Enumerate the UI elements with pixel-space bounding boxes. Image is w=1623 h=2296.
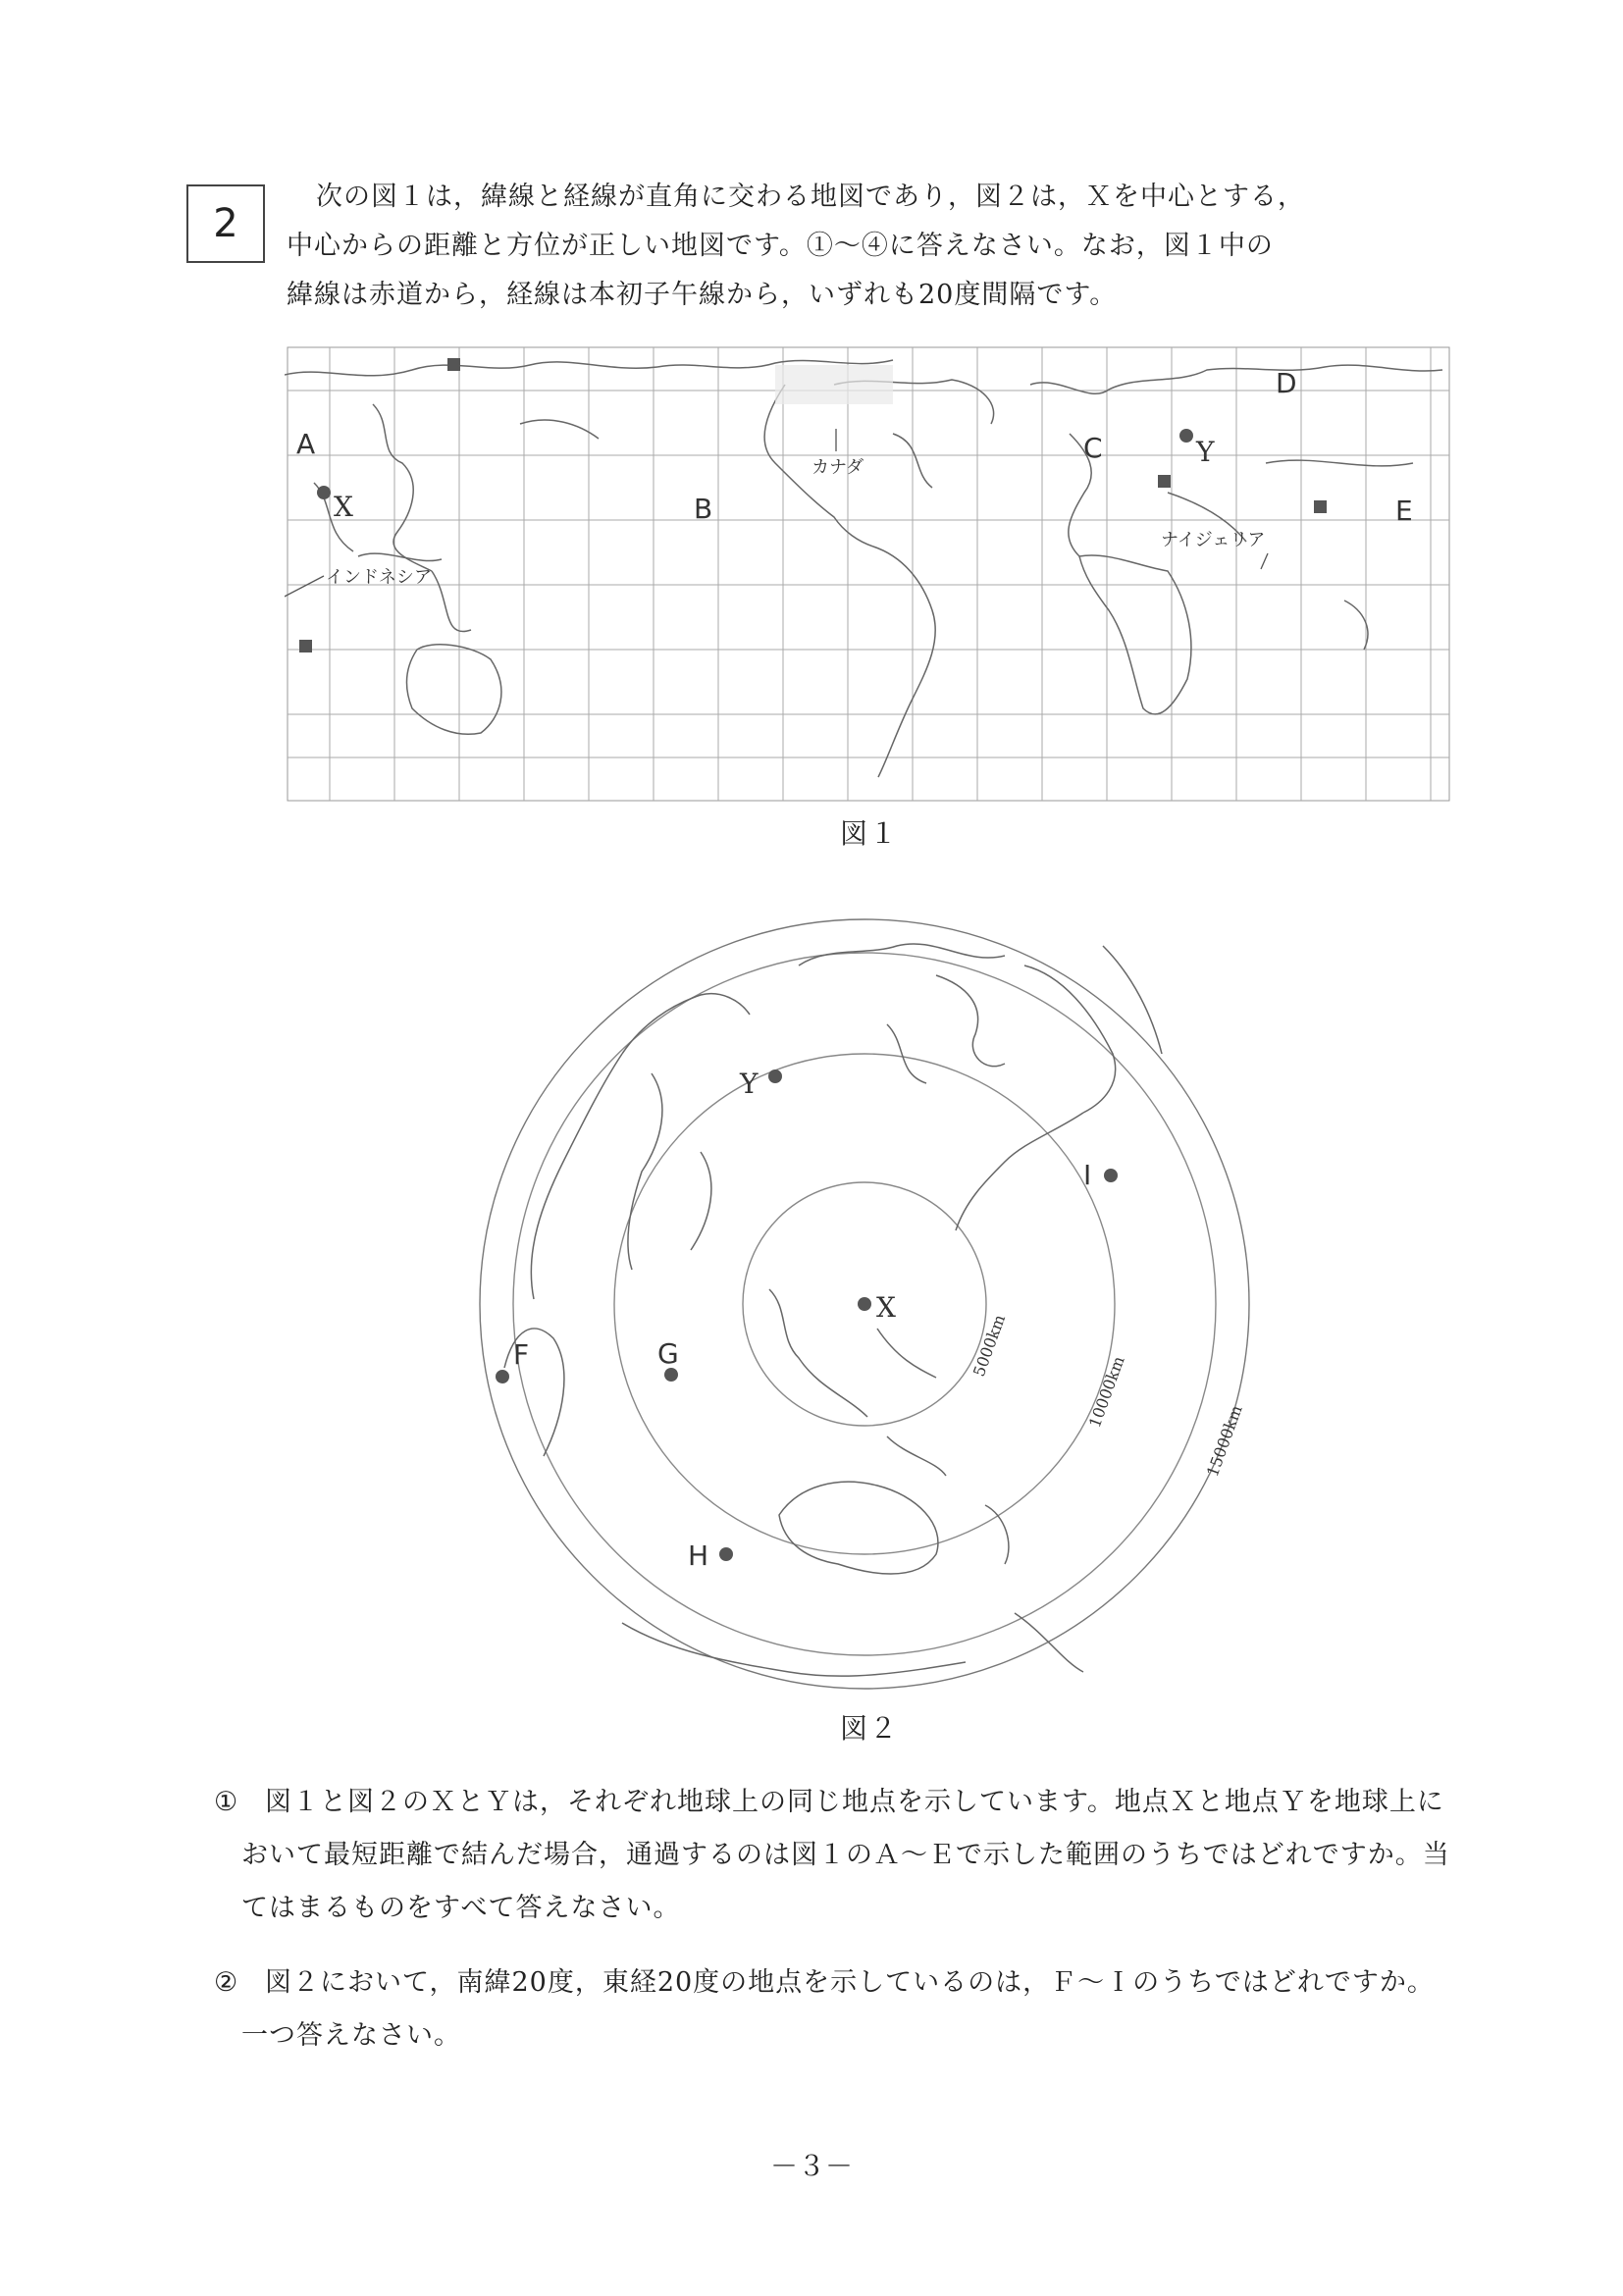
- distance-label-10000km: 10000km: [1084, 1353, 1128, 1431]
- square-marker: [1314, 500, 1327, 513]
- sub-question-1: [214, 1776, 1454, 1935]
- figure2-markers: [496, 1070, 1118, 1561]
- region-label-e: E: [1395, 495, 1413, 527]
- country-label-nigeria: ナイジェリア: [1161, 530, 1266, 550]
- point-label-g: G: [657, 1337, 679, 1370]
- figure1-caption: 図１: [840, 817, 900, 850]
- intro-line-3: 緯線は赤道から，経線は本初子午線から，いずれも20度間隔です。: [287, 280, 1118, 310]
- point-y-marker: [1179, 429, 1193, 443]
- figure1-canada-shade: [775, 365, 893, 404]
- point-label-x: X: [334, 491, 353, 523]
- point-h-marker: [719, 1547, 733, 1561]
- sub-question-1-marker: ①: [214, 1787, 239, 1817]
- question-number-box: [186, 184, 265, 263]
- country-label-indonesia: インドネシア: [326, 567, 432, 588]
- point-label-x: X: [876, 1291, 896, 1324]
- intro-line-2: 中心からの距離と方位が正しい地図です。①～④に答えなさい。なお，図１中の: [287, 231, 1274, 261]
- point-x-marker: [858, 1297, 871, 1311]
- point-y-marker: [768, 1070, 782, 1083]
- square-marker: [447, 358, 460, 371]
- point-label-i: I: [1083, 1159, 1092, 1191]
- page-number: －３－: [769, 2150, 853, 2182]
- nigeria-leader-line: [1261, 553, 1268, 569]
- figure1-map: [285, 345, 1452, 807]
- point-x-marker: [317, 486, 331, 499]
- point-f-marker: [496, 1370, 509, 1383]
- sub-question-2-text: 図２において，南緯20度，東経20度の地点を示しているのは，Ｆ～Ｉのうちではどれですか。一つ答えなさい。: [241, 1967, 1435, 2051]
- sub-question-2-marker: ②: [214, 1967, 239, 1998]
- square-marker: [299, 640, 312, 652]
- point-g-marker: [664, 1368, 678, 1382]
- figure2-caption: 図２: [840, 1712, 900, 1745]
- intro-line-1: 次の図１は，緯線と経線が直角に交わる地図であり，図２は，Ｘを中心とする，: [316, 182, 1305, 212]
- point-i-marker: [1104, 1169, 1118, 1182]
- point-label-y: Y: [1196, 436, 1215, 468]
- distance-label-15000km: 15000km: [1202, 1402, 1246, 1480]
- point-label-f: F: [513, 1338, 530, 1371]
- point-label-h: H: [688, 1539, 709, 1572]
- distance-label-5000km: 5000km: [969, 1312, 1010, 1380]
- sub-question-2: [214, 1957, 1454, 2062]
- region-label-c: C: [1083, 432, 1103, 464]
- sub-question-1-text: 図１と図２のＸとＹは，それぞれ地球上の同じ地点を示しています。地点Ｘと地点Ｙを地球上において最短距離で結んだ場合，通過するのは図１のＡ～Ｅで示した範囲のうちではどれですか。当てはまるものをすべて答えなさい。: [241, 1787, 1450, 1923]
- figure2-coastlines: [504, 944, 1162, 1676]
- region-label-a: A: [296, 428, 316, 460]
- question-number: 2: [213, 201, 238, 246]
- indonesia-leader-line: [285, 576, 324, 600]
- figure2-map: [475, 907, 1280, 1711]
- region-label-d: D: [1276, 367, 1297, 399]
- question-intro: [287, 173, 1454, 320]
- square-marker: [1158, 475, 1171, 488]
- country-label-canada: カナダ: [812, 457, 864, 478]
- region-label-b: B: [694, 493, 713, 525]
- figure1-grid: [288, 347, 1449, 801]
- point-label-y: Y: [740, 1068, 759, 1100]
